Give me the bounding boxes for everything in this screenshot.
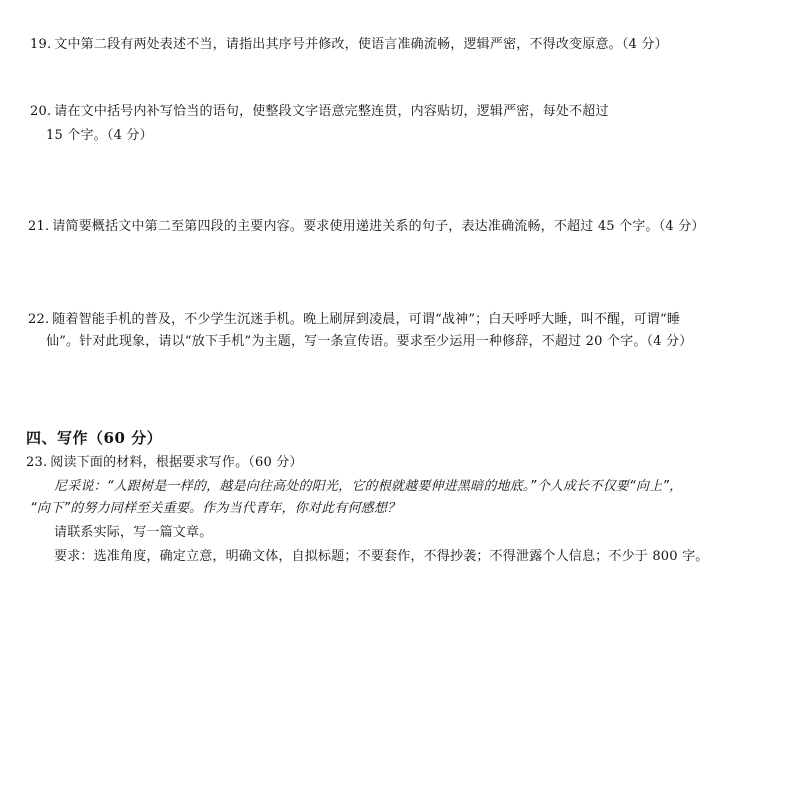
question-23 <box>26 454 303 472</box>
writing-requirements: 要求：选准角度，确定立意，明确文体，自拟标题；不要套作，不得抄袭；不得泄露个人信息；不少于 800 字。 <box>54 549 709 564</box>
material-line-2: “向下”的努力同样至关重要。作为当代青年，你对此有何感想？ <box>30 501 401 516</box>
question-21 <box>28 218 705 236</box>
question-number: 21. <box>28 219 50 234</box>
question-19 <box>30 36 668 54</box>
question-text: 阅读下面的材料，根据要求写作。（60 分） <box>50 455 303 470</box>
section-title-writing: 四、写作（60 分） <box>26 429 163 447</box>
question-22-line-1 <box>28 311 680 329</box>
question-text: 请在文中括号内补写恰当的语句，使整段文字语意完整连贯，内容贴切，逻辑严密，每处不超过 <box>54 104 609 119</box>
material-line-1: 尼采说：“人跟树是一样的，越是向往高处的阳光，它的根就越要伸进黑暗的地底。”个人成长不仅要“向上”， <box>54 479 683 494</box>
question-number: 19. <box>30 37 52 52</box>
question-20-line-2: 15 个字。（4 分） <box>46 128 153 143</box>
question-20-line-1 <box>30 103 609 121</box>
question-text: 请简要概括文中第二至第四段的主要内容。要求使用递进关系的句子，表达准确流畅，不超过 45 个字。（4 分） <box>52 219 705 234</box>
question-text: 随着智能手机的普及，不少学生沉迷手机。晚上刷屏到凌晨，可谓“战神”；白天呼呼大睡，叫不醒，可谓“睡 <box>52 312 681 327</box>
writing-instruction: 请联系实际，写一篇文章。 <box>54 525 213 540</box>
question-22-line-2: 仙”。针对此现象，请以“放下手机”为主题，写一条宣传语。要求至少运用一种修辞，不超过 20 个字。（4 分） <box>46 334 693 349</box>
question-text: 文中第二段有两处表述不当，请指出其序号并修改，使语言准确流畅，逻辑严密，不得改变原意。（4 分） <box>54 37 668 52</box>
question-number: 23. <box>26 455 48 470</box>
question-number: 22. <box>28 312 50 327</box>
question-number: 20. <box>30 104 52 119</box>
